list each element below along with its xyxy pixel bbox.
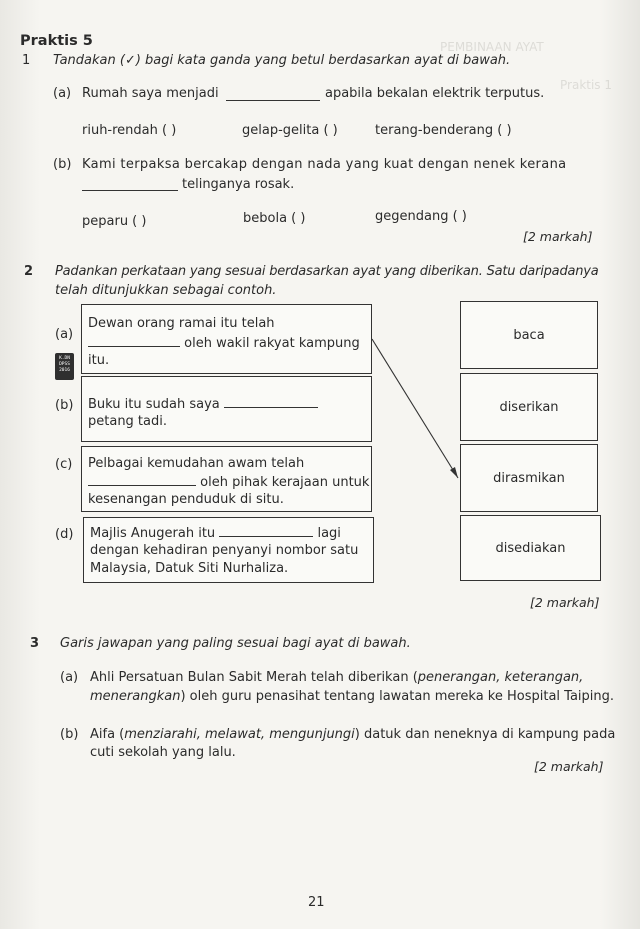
q2b-label: (b) xyxy=(55,398,74,413)
q2d-line-1: Majlis Anugerah itu xyxy=(90,526,216,541)
q2b-line-1: Buku itu sudah saya xyxy=(88,397,220,412)
q3-marks: [2 markah] xyxy=(534,759,604,774)
q2d-label: (d) xyxy=(55,527,74,542)
q2d-line-2: dengan kehadiran penyanyi nombor satu xyxy=(90,543,359,558)
q2c-line-1: Pelbagai kemudahan awam telah xyxy=(88,456,305,471)
answer-box-dirasmikan[interactable]: dirasmikan xyxy=(460,444,598,512)
q2c-label: (c) xyxy=(55,457,73,472)
question-1-number: 1 xyxy=(22,53,31,68)
q2d-line-3: Malaysia, Datuk Siti Nurhaliza. xyxy=(90,561,289,576)
question-2-instruction-line-1: Padankan perkataan yang sesuai berdasarkan ayat yang diberikan. Satu daripadanya xyxy=(55,264,599,279)
q3a-line-1-text: Ahli Persatuan Bulan Sabit Merah telah diberikan ( xyxy=(90,670,418,685)
q1a-option-3[interactable]: terang-benderang ( ) xyxy=(375,123,512,138)
answer-box-baca[interactable]: baca xyxy=(460,301,598,369)
page-number: 21 xyxy=(308,895,325,910)
q2a-line-2: oleh wakil rakyat kampung xyxy=(184,336,360,351)
q3b-line-2: cuti sekolah yang lalu. xyxy=(90,745,236,760)
q2a-line-3: itu. xyxy=(88,353,110,368)
q3a-line-2-text: ) oleh guru penasihat tentang lawatan mereka ke Hospital Taiping. xyxy=(180,689,615,704)
q2c-line-3: kesenangan penduduk di situ. xyxy=(88,492,284,507)
question-3-instruction: Garis jawapan yang paling sesuai bagi ayat di bawah. xyxy=(60,636,411,651)
q1b-option-1[interactable]: peparu ( ) xyxy=(82,214,147,229)
bleed-through-text: Praktis 1 xyxy=(560,78,613,92)
q3b-line-1-pre: Aifa ( xyxy=(90,727,125,742)
question-1-instruction: Tandakan (✓) bagi kata ganda yang betul berdasarkan ayat di bawah. xyxy=(53,53,511,68)
q3a-options-1[interactable]: penerangan, keterangan, xyxy=(417,670,584,685)
q1a-option-1[interactable]: riuh-rendah ( ) xyxy=(82,123,177,138)
answer-box-diserikan[interactable]: diserikan xyxy=(460,373,598,441)
q1a-text-before: Rumah saya menjadi xyxy=(82,86,219,101)
q2-marks: [2 markah] xyxy=(530,595,600,610)
q3b-options[interactable]: menziarahi, melawat, mengunjungi xyxy=(124,727,355,742)
q3a-label: (a) xyxy=(60,670,79,685)
q1a-label: (a) xyxy=(53,86,72,101)
answer-box-disediakan[interactable]: disediakan xyxy=(460,515,601,581)
q1b-option-3[interactable]: gegendang ( ) xyxy=(375,209,467,224)
page-title: Praktis 5 xyxy=(20,33,93,49)
question-2-number: 2 xyxy=(24,264,34,279)
q1b-line-1: Kami terpaksa bercakap dengan nada yang kuat dengan nenek kerana xyxy=(82,157,567,172)
publisher-badge: K.DN DPSS 2016 xyxy=(55,353,74,380)
q1b-label: (b) xyxy=(53,157,72,172)
q2a-line-1: Dewan orang ramai itu telah xyxy=(88,316,275,331)
question-2-instruction-line-2: telah ditunjukkan sebagai contoh. xyxy=(55,283,277,298)
q3b-label: (b) xyxy=(60,727,79,742)
q1b-line-2: telinganya rosak. xyxy=(182,177,295,192)
bleed-through-text: PEMBINAAN AYAT xyxy=(440,40,544,54)
q2c-line-2: oleh pihak kerajaan untuk xyxy=(200,475,370,490)
question-3-number: 3 xyxy=(30,636,40,651)
q3b-line-1 xyxy=(90,727,615,742)
q1b-option-2[interactable]: bebola ( ) xyxy=(243,211,306,226)
q3a-line-1 xyxy=(90,670,583,685)
q2a-label: (a) xyxy=(55,327,74,342)
q3b-line-1-post: ) datuk dan neneknya di kampung pada xyxy=(354,727,616,742)
q2d-line-1-end: lagi xyxy=(317,526,341,541)
q2b-line-2: petang tadi. xyxy=(88,414,167,429)
q1a-option-2[interactable]: gelap-gelita ( ) xyxy=(242,123,338,138)
q1-marks: [2 markah] xyxy=(523,229,593,244)
q3a-options-2[interactable]: menerangkan xyxy=(90,689,181,704)
q3a-line-2 xyxy=(90,689,614,704)
q1a-text-after: apabila bekalan elektrik terputus. xyxy=(325,86,545,101)
